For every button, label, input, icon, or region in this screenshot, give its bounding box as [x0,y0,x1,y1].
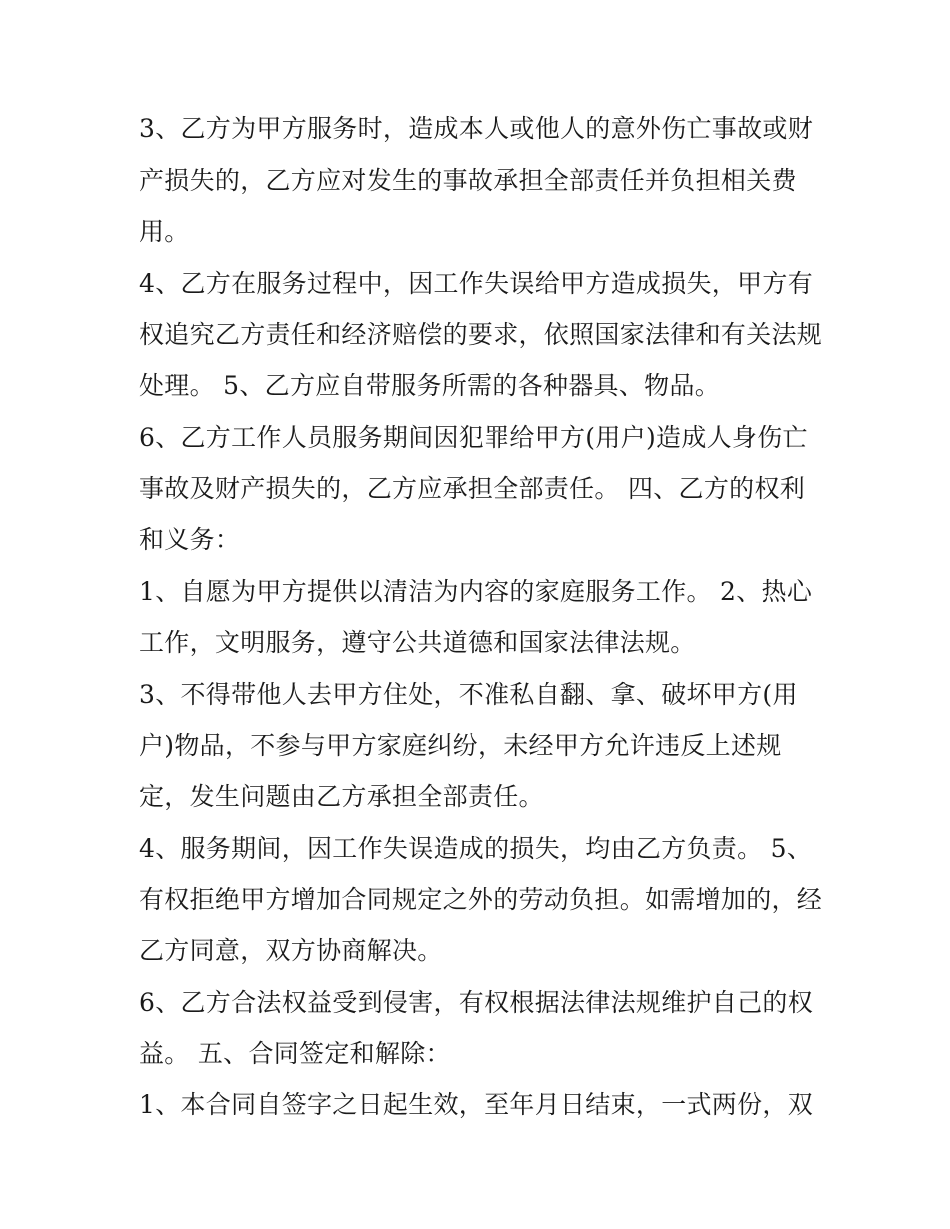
text-line: 4、服务期间，因工作失误造成的损失，均由乙方负责。 5、 [139,834,813,863]
text-line: 定，发生问题由乙方承担全部责任。 [139,782,544,811]
text-line: 权追究乙方责任和经济赔偿的要求，依照国家法律和有关法规 [139,320,823,349]
text-line: 和义务： [139,525,241,554]
text-line: 用。 [139,217,190,246]
text-line: 3、不得带他人去甲方住处，不准私自翻、拿、破坏甲方(用 [139,680,798,709]
text-line: 有权拒绝甲方增加合同规定之外的劳动负担。如需增加的，经 [139,885,823,914]
text-line: 1、自愿为甲方提供以清洁为内容的家庭服务工作。 2、热心 [139,577,813,606]
text-line: 6、乙方工作人员服务期间因犯罪给甲方(用户)造成人身伤亡 [139,423,808,452]
text-line: 6、乙方合法权益受到侵害，有权根据法律法规维护自己的权 [139,988,814,1017]
text-line: 乙方同意，双方协商解决。 [139,936,443,965]
text-line: 工作，文明服务，遵守公共道德和国家法律法规。 [139,628,696,657]
text-line: 处理。 5、乙方应自带服务所需的各种器具、物品。 [139,371,721,400]
text-line: 户)物品，不参与甲方家庭纠纷，未经甲方允许违反上述规 [139,731,782,760]
text-line: 3、乙方为甲方服务时，造成本人或他人的意外伤亡事故或财 [139,114,814,143]
text-line: 1、本合同自签字之日起生效，至年月日结束，一式两份，双 [139,1090,814,1119]
text-line: 产损失的，乙方应对发生的事故承担全部责任并负担相关费 [139,166,797,195]
text-line: 4、乙方在服务过程中，因工作失误给甲方造成损失，甲方有 [139,269,814,298]
text-line: 益。 五、合同签定和解除： [139,1039,451,1068]
text-line: 事故及财产损失的，乙方应承担全部责任。 四、乙方的权利 [139,474,806,503]
